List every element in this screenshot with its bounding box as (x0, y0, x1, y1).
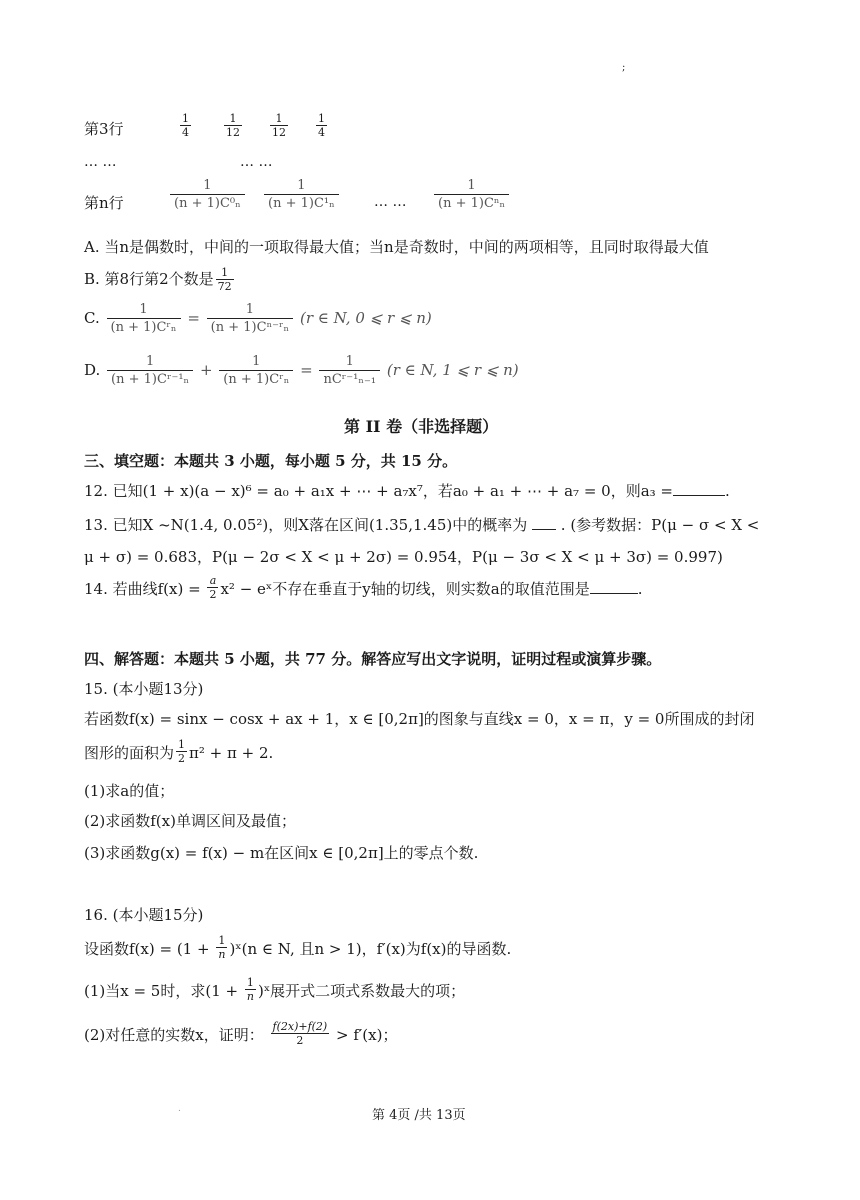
rown-label: 第n行 (84, 194, 124, 212)
ellipsis-left: … … (84, 154, 117, 170)
option-c: C. $\frac{1}{\text{(n + 1)Cʳₙ}}$ = $\frac{1}{\text{(n + 1)Cⁿ⁻ʳₙ}}$ (r ∈ N, 0 ⩽ r ⩽ n) (84, 302, 432, 335)
q13-answer-blank[interactable] (532, 517, 556, 530)
q15-line1: 若函数f(x) = sinx − cosx + ax + 1，x ∈ [0,2π]的图象与直线x = 0，x = π，y = 0所围成的封闭 (84, 710, 755, 728)
q15-line2: 图形的面积为 $\frac{1}{2}$ π² + π + 2. (84, 738, 274, 765)
ellipsis-mid: … … (240, 154, 273, 170)
page-footer: 第 4页 /共 13页 (372, 1108, 466, 1123)
q13-line2: μ + σ) = 0.683，P(μ − 2σ < X < μ + 2σ) = 0.954，P(μ − 3σ < X < μ + 3σ) = 0.997) (84, 548, 723, 566)
q13-line1: 13. 已知X ~N(1.4, 0.05²)，则X落在区间(1.35,1.45)中的概率为 . (参考数据：P(μ − σ < X < (84, 516, 760, 534)
option-d: D. $\frac{1}{\text{(n + 1)Cʳ⁻¹ₙ}}$ + $\frac{1}{\text{(n + 1)Cʳₙ}}$ = $\frac{1}{\text{nCʳ⁻¹ₙ₋₁}}$ (r ∈ N, 1 ⩽ r ⩽ n) (84, 354, 519, 387)
q16-title: 16. (本小题15分) (84, 906, 204, 924)
q14: 14. 若曲线f(x) = $\frac{a}{2}$ x² − eˣ不存在垂直于y轴的切线，则实数a的取值范围是 . (84, 574, 643, 601)
corner-mark: ; (622, 62, 626, 73)
rown-cell-last: $\frac{1}{\text{(n + 1)Cⁿₙ}}$ (432, 178, 511, 212)
q15-part1: (1)求a的值； (84, 782, 175, 800)
solve-header: 四、解答题：本题共 5 小题，共 77 分。解答应写出文字说明，证明过程或演算步骤。 (84, 650, 662, 668)
option-a: A. 当n是偶数时，中间的一项取得最大值；当n是奇数时，中间的两项相等，且同时取得最大值 (84, 238, 709, 256)
rown-ellipsis: … … (374, 194, 407, 210)
fill-header: 三、填空题：本题共 3 小题，每小题 5 分，共 15 分。 (84, 452, 458, 470)
rown-cell-second: $\frac{1}{\text{(n + 1)C¹ₙ}}$ (262, 178, 341, 212)
row3-cell-3: $\frac{1}{12}$ (272, 112, 286, 139)
q14-answer-blank[interactable] (590, 581, 638, 594)
q16-part2: (2)对任意的实数x，证明： $\frac{f(2x)+f(2)}{2}$ > f′(x)； (84, 1020, 398, 1047)
q15-part2: (2)求函数f(x)单调区间及最值； (84, 812, 296, 830)
q12-answer-blank[interactable] (673, 483, 725, 496)
row3-cell-1: $\frac{1}{4}$ (182, 112, 189, 139)
row3-label: 第3行 (84, 120, 124, 138)
q16-line1: 设函数f(x) = (1 + $\frac{1}{n}$ )ˣ(n ∈ N, 且n > 1)，f′(x)为f(x)的导函数. (84, 934, 512, 961)
q15-part3: (3)求函数g(x) = f(x) − m在区间x ∈ [0,2π]上的零点个数. (84, 844, 479, 862)
row3-cell-4: $\frac{1}{4}$ (318, 112, 325, 139)
row3-cell-2: $\frac{1}{12}$ (226, 112, 240, 139)
q15-title: 15. (本小题13分) (84, 680, 204, 698)
footer-dot: . (178, 1104, 181, 1114)
rown-cell-first: $\frac{1}{\text{(n + 1)C⁰ₙ}}$ (168, 178, 247, 212)
q12: 12. 已知(1 + x)(a − x)⁶ = a₀ + a₁x + ⋯ + a₇x⁷，若a₀ + a₁ + ⋯ + a₇ = 0，则a₃ = . (84, 482, 730, 500)
option-b: B. 第8行第2个数是 $\frac{1}{72}$ (84, 266, 232, 293)
section2-title: 第 II 卷（非选择题） (344, 417, 499, 436)
q16-part1: (1)当x = 5时，求(1 + $\frac{1}{n}$ )ˣ展开式二项式系数最大的项； (84, 976, 466, 1003)
